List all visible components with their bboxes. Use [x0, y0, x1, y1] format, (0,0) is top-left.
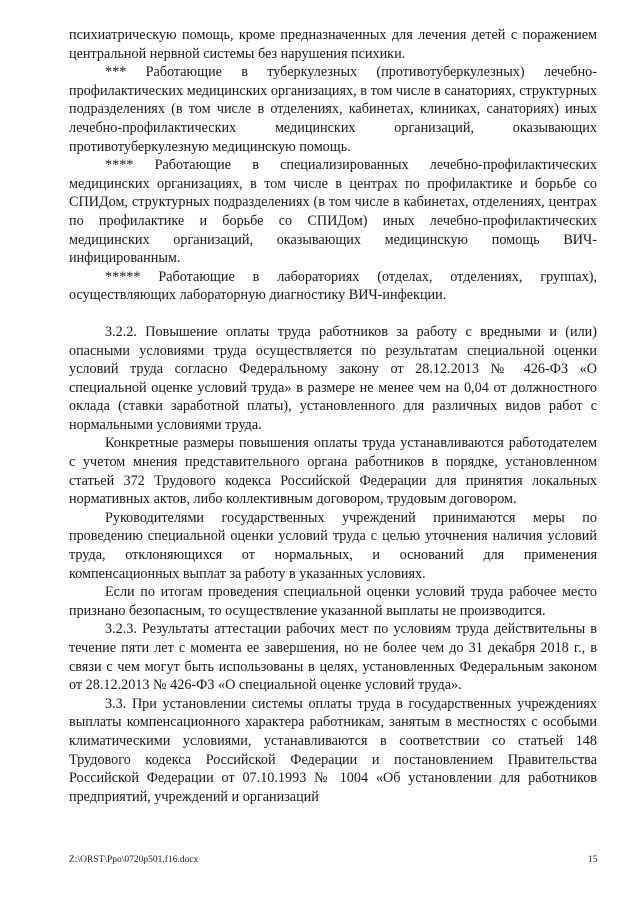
paragraph-footnote-aids: **** Работающие в специализированных лечебно-профилактических медицинских организациях, в том числе в центрах по профилактике и борьбе со СПИДом, структурных подразделениях (в том числе в кабинетах, отделениях, центрах по профилактике и борьбе со СПИДом) иных лечебно-профилактических медицинских организаций, оказывающих медицинскую помощь ВИЧ-инфицированным.	[69, 157, 597, 267]
paragraph-footnote-labs: ***** Работающие в лабораториях (отделах, отделениях, группах), осуществляющих лабораторную диагностику ВИЧ-инфекции.	[69, 268, 597, 304]
footer-file-path: Z:\ORST\Ppo\0720p501.f16.docx	[69, 855, 199, 865]
paragraph-specific-amounts: Конкретные размеры повышения оплаты труда устанавливаются работодателем с учетом мнения представительного органа работников в порядке, установленном статьей 372 Трудового кодекса Российской Федерации для принятия локальных нормативных актов, либо коллективным договором, трудовым договором.	[69, 435, 597, 508]
footer-page-number: 15	[588, 855, 598, 865]
paragraph-footnote-tuberculosis: *** Работающие в туберкулезных (противотуберкулезных) лечебно-профилактических медицинских организациях, в том числе в санаториях, структурных подразделениях (в том числе в отделениях, кабинетах, клиниках, санаториях) иных лечебно-профилактических медицинских организаций, оказывающих противотуберкулезную медицинскую помощь.	[69, 64, 597, 155]
paragraph-3-2-3: 3.2.3. Результаты аттестации рабочих мест по условиям труда действительны в течение пяти лет с момента ее завершения, но не более чем до 31 декабря 2018 г., в связи с чем могут быть использованы в целях, установленных Федеральным законом от 28.12.2013 № 426-ФЗ «О специальной оценке условий труда».	[69, 621, 597, 694]
paragraph-continuation: психиатрическую помощь, кроме предназначенных для лечения детей с поражением центральной нервной системы без нарушения психики.	[69, 27, 597, 62]
paragraph-3-2-2: 3.2.2. Повышение оплаты труда работников за работу с вредными и (или) опасными условиями труда осуществляется по результатам специальной оценки условий труда согласно Федеральному закону от 28.12.2013 № 426-ФЗ «О специальной оценке условий труда» в размере не менее чем на 0,04 от должностного оклада (ставки заработной платы), установленного для различных видов работ с нормальными условиями труда.	[69, 323, 597, 433]
paragraph-managers-measures: Руководителями государственных учреждений принимаются меры по проведению специальной оценки условий труда с целью уточнения наличия условий труда, отклоняющихся от нормальных, и оснований для применения компенсационных выплат за работу в указанных условиях.	[69, 509, 597, 582]
paragraph-3-3: 3.3. При установлении системы оплаты труда в государственных учреждениях выплаты компенсационного характера работникам, занятым в местностях с особыми климатическими условиями, устанавливаются в соответствии со статьей 148 Трудового кодекса Российской Федерации и постановлением Правительства Российской Федерации от 07.10.1993 № 1004 «Об установлении для работников предприятий, учреждений и организаций	[69, 695, 597, 805]
document-body	[69, 26, 597, 806]
paragraph-safe-workplace: Если по итогам проведения специальной оценки условий труда рабочее место признано безопасным, то осуществление указанной выплаты не производится.	[69, 584, 597, 619]
paragraph-gap	[69, 305, 597, 323]
